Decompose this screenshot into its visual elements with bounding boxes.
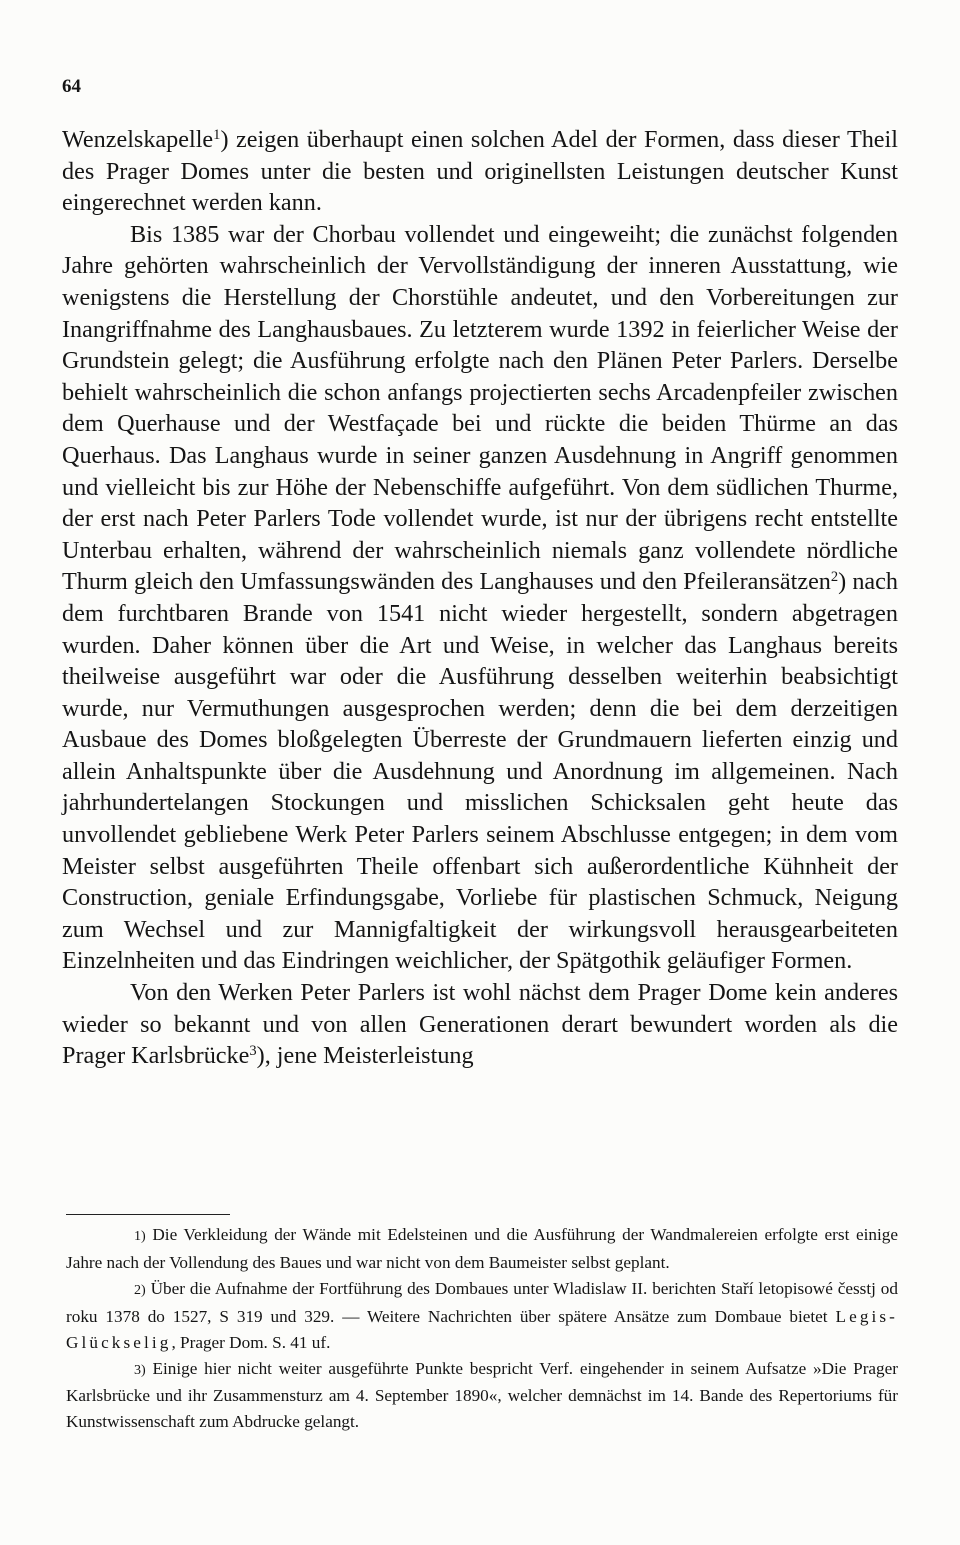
paragraph-3-text-b: ), jene Meisterleistung: [256, 1042, 474, 1070]
main-text: [62, 124, 898, 1072]
paragraph-3: [62, 977, 898, 1072]
footnote-2-text-a: Über die Aufnahme der Fortführung des Dombaues unter Wladislaw II. berichten Staří letopisowé česstj od roku 1378 do 1527, S 319 und 329. — Weitere Nachrichten über spätere Ansätze zum Dombaue bietet: [66, 1278, 898, 1326]
footnote-3-text: Einige hier nicht weiter ausgeführte Punkte bespricht Verf. eingehender in seinem Aufsatze »Die Prager Karlsbrücke und ihr Zusammensturz am 4. September 1890«, welcher demnächst im 14. Bande des Repertoriums für Kunstwissenschaft zum Abdrucke gelangt.: [66, 1358, 898, 1432]
footnote-ref-2: 2: [830, 569, 839, 586]
footnote-2: [66, 1276, 898, 1356]
page-number: 64: [62, 76, 81, 97]
footnote-ref-1: 1: [213, 127, 221, 144]
footnote-1-mark: 1): [134, 1228, 146, 1244]
paragraph-1: [62, 124, 898, 219]
paragraph-2-text-b: ) nach dem furchtbaren Brande von 1541 nicht wieder hergestellt, sondern abgetragen wurden. Daher können über die Art und Weise, in welcher das Langhaus bereits theilweise ausgeführt war oder die Ausführung desselben weiterhin beabsichtigt wurde, nur Vermuthungen ausgesprochen werden; denn die bei dem derzeitigen Ausbaue des Domes bloßgelegten Überreste der Grundmauern lieferten einzig und allein Anhaltspunkte über die Ausdehnung und Anordnung im allgemeinen. Nach jahrhundertelangen Stockungen und misslichen Schicksalen geht heute das unvollendet gebliebene Werk Peter Parlers seinem Abschlusse entgegen; in dem vom Meister selbst ausgeführten Theile offenbart sich außerordentliche Kühnheit der Construction, geniale Erfindungsgabe, Vorliebe für plastischen Schmuck, Neigung zum Wechsel und zur Mannigfaltigkeit der wirkungsvoll herausgearbeiteten Einzelnheiten und das Eindringen weichlicher, der Spätgothik geläufiger Formen.: [62, 568, 898, 975]
footnote-ref-3: 3: [249, 1043, 257, 1060]
footnote-3-mark: 3): [134, 1361, 146, 1378]
paragraph-2-text-a: Bis 1385 war der Chorbau vollendet und eingeweiht; die zunächst folgenden Jahre gehörten wahrscheinlich der Vervollständigung der inneren Ausstattung, wie wenigstens die Herstellung der Chorstühle andeutet, und den Vorbereitungen zur Inangriffnahme des Langhausbaues. Zu letzterem wurde 1392 in feierlicher Weise der Grundstein gelegt; die Ausführung erfolgte nach den Plänen Peter Parlers. Derselbe behielt wahrscheinlich die schon anfangs projectierten sechs Arcadenpfeiler zwischen dem Querhause und der Westfaçade bei und rückte die beiden Thürme an das Querhaus. Das Langhaus wurde in seiner ganzen Ausdehnung in Angriff genommen und vielleicht bis zur Höhe der Nebenschiffe aufgeführt. Von dem südlichen Thurme, der erst nach Peter Parlers Tode vollendet wurde, ist nur der übrigens recht entstellte Unterbau erhalten, während der wahrscheinlich niemals ganz vollendete nördliche Thurm gleich den Umfassungswänden des Langhauses und den Pfeileransätzen: [62, 220, 898, 596]
footnote-1: [66, 1222, 898, 1276]
paragraph-2: [62, 219, 898, 977]
footnotes: [66, 1222, 898, 1435]
footnote-2-mark: 2): [134, 1281, 146, 1298]
footnote-1-text: Die Verkleidung der Wände mit Edelsteinen und die Ausführung der Wandmalereien erfolgte erst einige Jahre nach der Vollendung des Baues und war nicht von dem Baumeister selbst geplant.: [66, 1225, 898, 1272]
footnote-2-text-b: , Prager Dom. S. 41 uf.: [171, 1332, 331, 1352]
paragraph-3-text-a: Von den Werken Peter Parlers ist wohl nächst dem Prager Dome kein anderes wieder so bekannt und von allen Generationen derart bewundert worden als die Prager Karlsbrücke: [62, 979, 898, 1070]
paragraph-1-text-a: Wenzelskapelle: [62, 126, 214, 153]
paragraph-1-text-b: ) zeigen überhaupt einen solchen Adel der Formen, dass dieser Theil des Prager Domes unter die besten und originellsten Leistungen deutscher Kunst eingerechnet werden kann.: [62, 126, 898, 217]
footnote-2-author: Legis-Glückselig: [66, 1306, 898, 1352]
footnote-3: [66, 1356, 898, 1436]
footnote-separator: [66, 1214, 230, 1215]
